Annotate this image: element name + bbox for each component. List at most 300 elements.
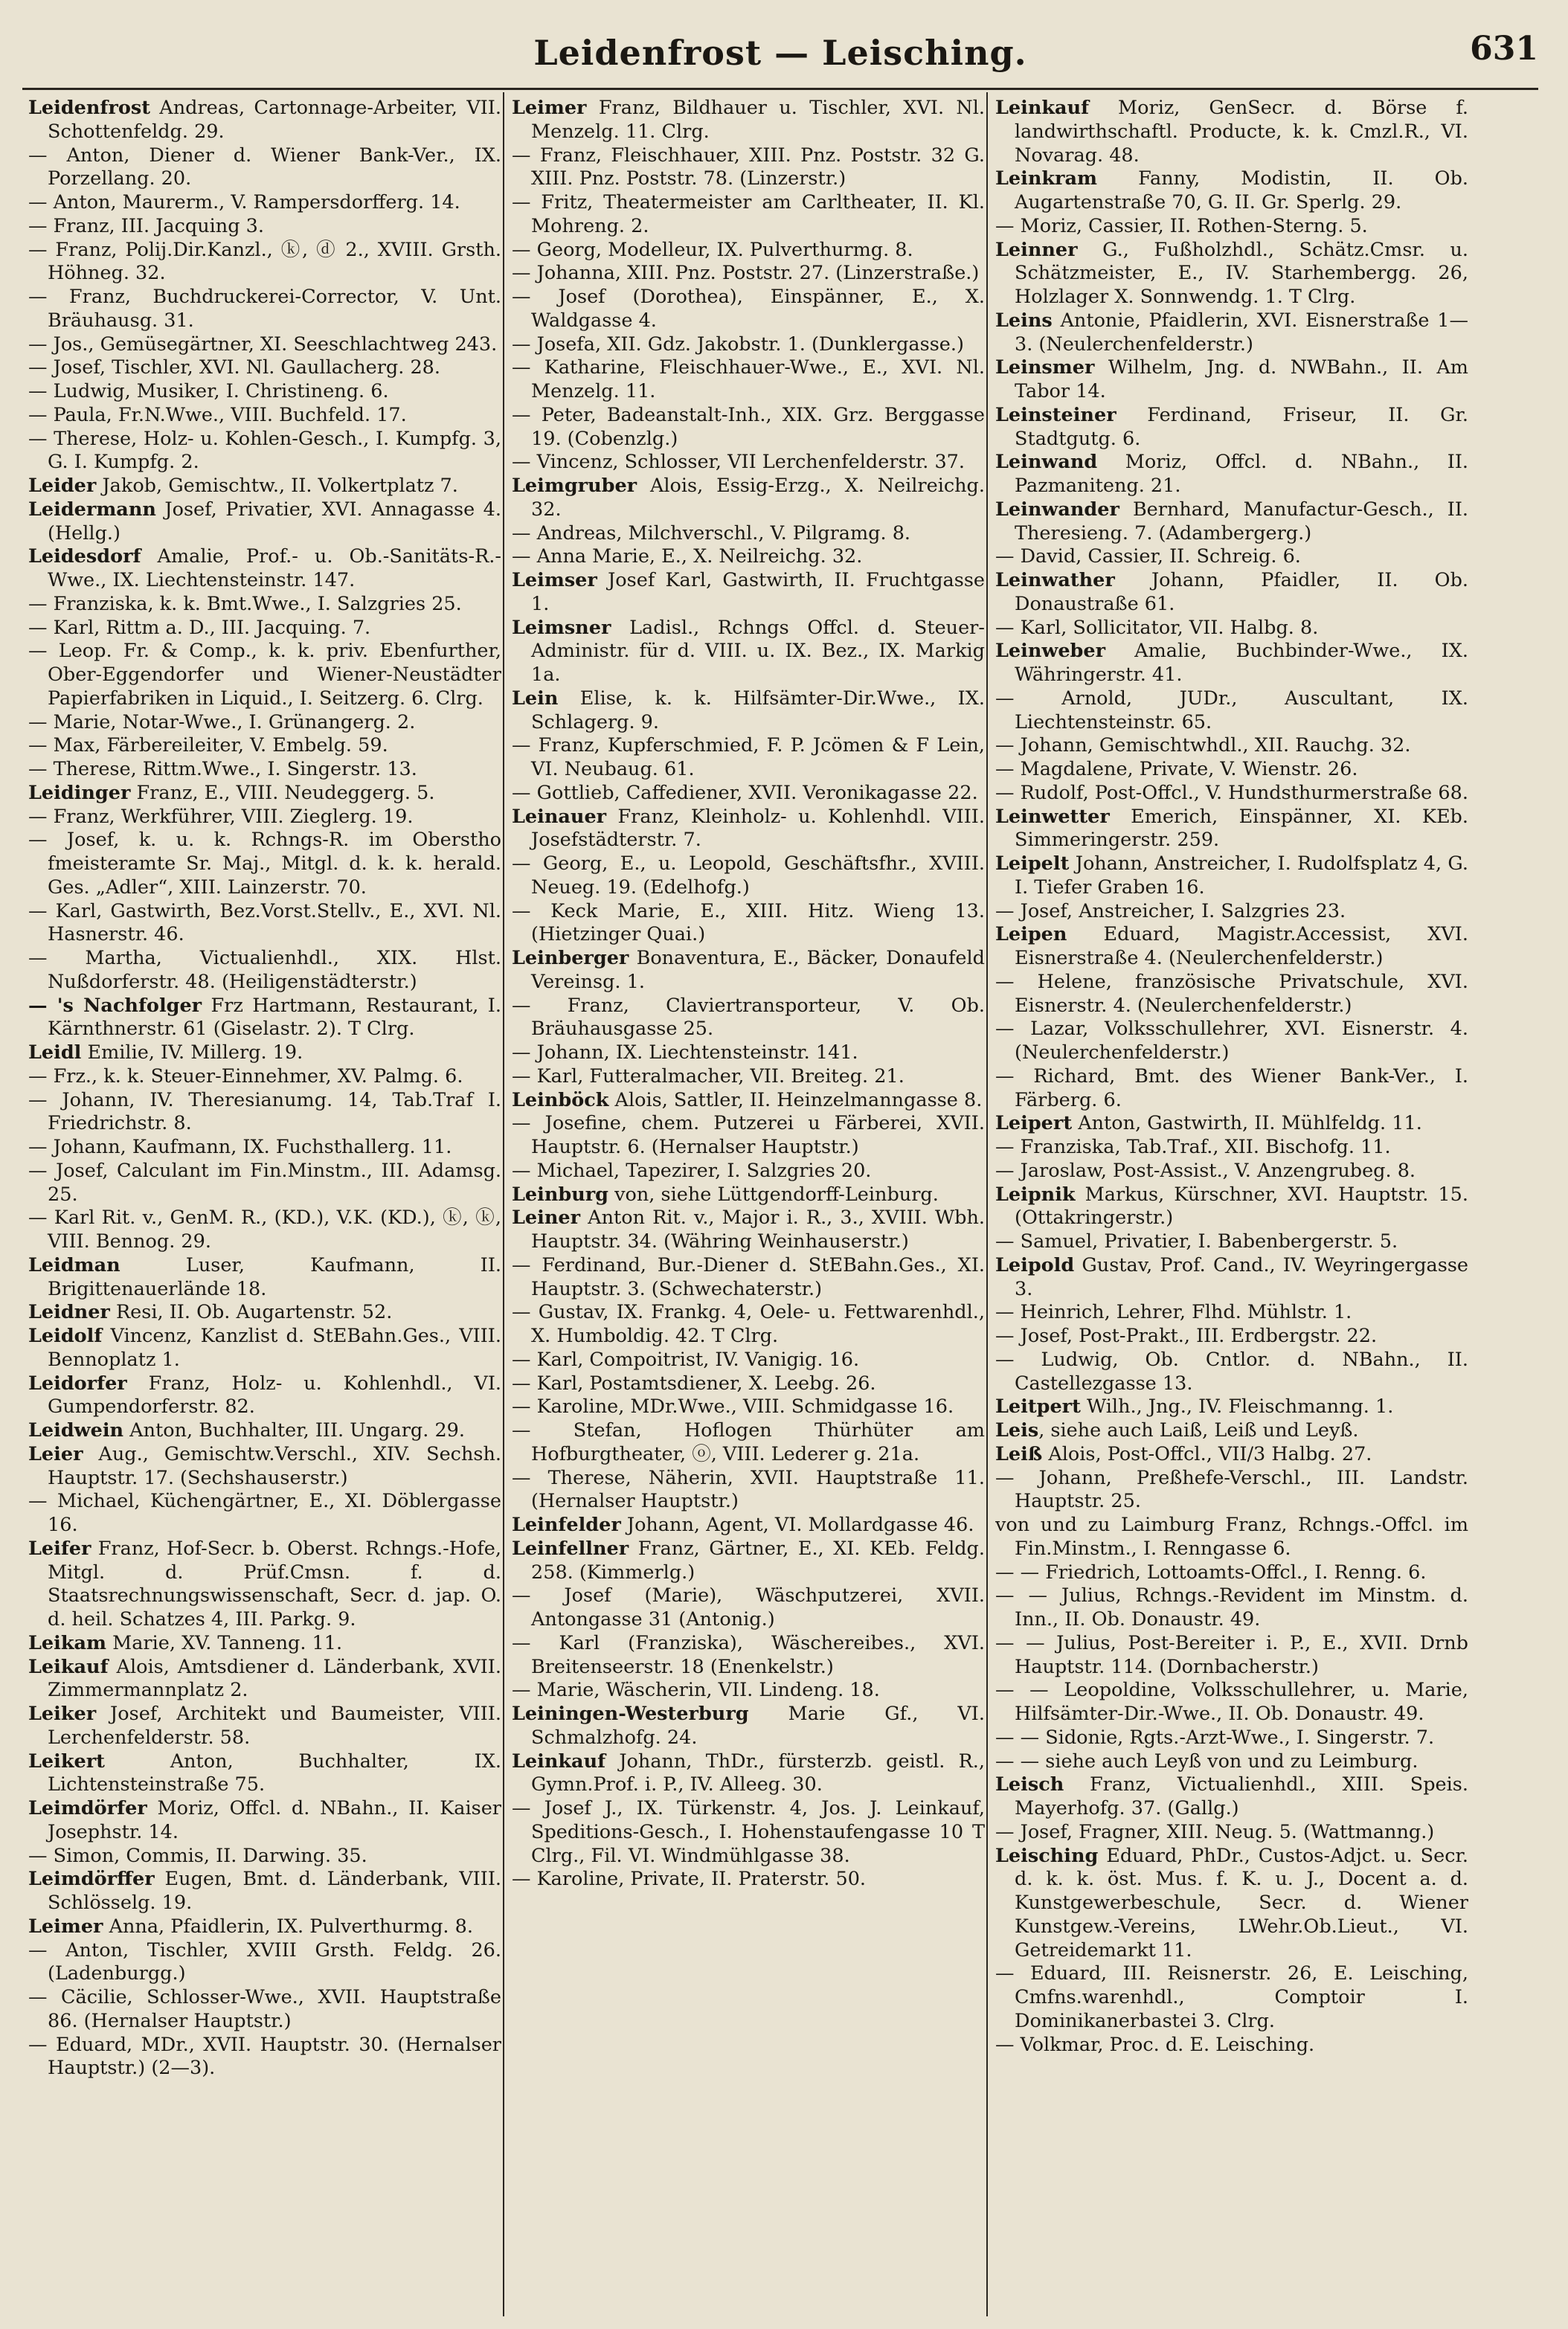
directory-entry — [512, 475, 985, 522]
entry-details: — Simon, Commis, II. Darwing. 35. — [28, 1844, 367, 1867]
entry-details: Ferdinand, Friseur, II. Gr. Stadtgutg. 6. — [1015, 403, 1468, 450]
entry-details: — Frz., k. k. Steuer-Einnehmer, XV. Palmg. 6. — [28, 1064, 463, 1088]
entry-details: — Paula, Fr.N.Wwe., VIII. Buchfeld. 17. — [28, 403, 407, 426]
entry-details: Eduard, Magistr.Accessist, XVI. Eisnerstraße 4. (Neulerchenfelderstr.) — [1015, 923, 1468, 969]
directory-entry — [512, 1750, 985, 1798]
entry-details: G., Fußholzhdl., Schätz.Cmsr. u. Schätzmeister, E., IV. Starhembergg. 26, Holzlager X. Sonnwendg. 1. T Clrg. — [1015, 238, 1468, 308]
entry-details: — Michael, Tapezirer, I. Salzgries 20. — [512, 1159, 872, 1182]
entry-details: Franz, E., VIII. Neudeggerg. 5. — [130, 781, 435, 804]
entry-details: — Johanna, XIII. Pnz. Poststr. 27. (Linzerstraße.) — [512, 262, 980, 285]
directory-entry — [512, 1538, 985, 1585]
entry-details: — Karl, Rittm a. D., III. Jacquing. 7. — [28, 616, 371, 639]
entry-details: — Franziska, k. k. Bmt.Wwe., I. Salzgries 25. — [28, 592, 462, 615]
directory-entry — [28, 829, 501, 899]
directory-entry — [995, 1726, 1468, 1750]
entry-details: Johann, Pfaidler, II. Ob. Donaustraße 61. — [1015, 569, 1468, 615]
directory-entry — [512, 522, 985, 546]
directory-entry — [512, 1419, 985, 1467]
entry-details: Marie, XV. Tanneng. 11. — [106, 1631, 343, 1654]
entry-details: — Josef J., IX. Türkenstr. 4, Jos. J. Leinkauf, Speditions-Gesch., I. Hohenstaufengasse 10 T Clrg., Fil. VI. Windmühlgasse 38. — [512, 1797, 985, 1867]
directory-entry — [28, 428, 501, 475]
entry-surname: Leipert — [995, 1112, 1073, 1135]
entry-details: — Anton, Maurerm., V. Rampersdorfferg. 14. — [28, 191, 460, 213]
entry-details: — — Sidonie, Rgts.-Arzt-Wwe., I. Singerstr. 7. — [995, 1726, 1435, 1749]
directory-entry — [512, 286, 985, 333]
entry-details: — Therese, Näherin, XVII. Hauptstraße 11. (Hernalser Hauptstr.) — [512, 1466, 985, 1513]
directory-entry — [28, 404, 501, 428]
directory-entry — [995, 1845, 1468, 1963]
entry-details: Luser, Kaufmann, II. Brigittenauerlände 18. — [48, 1253, 501, 1300]
entry-details: Elise, k. k. Hilfsämter-Dir.Wwe., IX. Schlagerg. 9. — [531, 687, 985, 733]
directory-entry — [512, 852, 985, 900]
entry-details: — — siehe auch Leyß von und zu Leimburg. — [995, 1750, 1418, 1773]
directory-entry — [995, 451, 1468, 498]
directory-entry — [512, 262, 985, 286]
entry-details: Moriz, GenSecr. d. Börse f. landwirthschaftl. Producte, k. k. Cmzl.R., VI. Novarag. 48. — [1015, 97, 1468, 167]
entry-details: Wilhelm, Jng. d. NWBahn., II. Am Tabor 14. — [1015, 356, 1468, 402]
entry-details: — Magdalene, Private, V. Wienstr. 26. — [995, 758, 1358, 780]
entry-surname: Leinkauf — [995, 97, 1090, 119]
directory-entry — [995, 356, 1468, 404]
entry-surname: Leipen — [995, 923, 1067, 946]
directory-entry — [995, 687, 1468, 735]
entry-surname: Leinwand — [995, 451, 1098, 474]
directory-entry — [28, 1207, 501, 1254]
entry-surname: Leidinger — [28, 781, 131, 804]
entry-surname: Leiner — [512, 1207, 581, 1230]
directory-entry — [28, 1538, 501, 1632]
header-rule — [22, 88, 1538, 90]
directory-entry — [28, 286, 501, 333]
entry-details: — Josef, k. u. k. Rchngs-R. im Oberstho fmeisteramte Sr. Maj., Mitgl. d. k. k. herald. Ges. „Adler“, XIII. Lainzerstr. 70. — [28, 829, 501, 899]
directory-entry — [512, 569, 985, 617]
directory-entry — [28, 782, 501, 806]
entry-details: Bonaventura, E., Bäcker, Donaufeld Vereinsg. 1. — [531, 947, 985, 993]
entry-surname: Leitpert — [995, 1395, 1081, 1419]
directory-entry — [512, 1301, 985, 1349]
entry-details: — Lazar, Volksschullehrer, XVI. Eisnerstr. 4. (Neulerchenfelderstr.) — [995, 1018, 1468, 1064]
directory-entry — [28, 1915, 501, 1939]
directory-entry — [28, 1986, 501, 2034]
entry-details: Franz, Kleinholz- u. Kohlenhdl. VIII. Josefstädterstr. 7. — [531, 805, 985, 852]
directory-entry — [995, 498, 1468, 546]
entry-details: Anton, Buchhalter, IX. Lichtensteinstraße 75. — [48, 1750, 501, 1796]
entry-details: Antonie, Pfaidlerin, XVI. Eisnerstraße 1—3. (Neulerchenfelderstr.) — [1015, 309, 1468, 356]
entry-details: — Marie, Notar-Wwe., I. Grünangerg. 2. — [28, 710, 416, 733]
directory-entry — [512, 451, 985, 475]
directory-entry — [995, 734, 1468, 758]
directory-entry — [995, 215, 1468, 239]
directory-entry — [995, 1136, 1468, 1160]
directory-entry — [28, 1443, 501, 1491]
entry-details: Jakob, Gemischtw., II. Volkertplatz 7. — [96, 475, 458, 497]
directory-entry — [512, 1467, 985, 1514]
entry-surname: Leidenfrost — [28, 97, 150, 119]
directory-entry — [28, 215, 501, 239]
entry-details: — Karl, Compoitrist, IV. Vanigig. 16. — [512, 1348, 860, 1371]
entry-details: — Josef (Dorothea), Einspänner, E., X. Waldgasse 4. — [512, 286, 985, 332]
column-divider — [503, 92, 504, 2316]
directory-entry — [28, 2034, 501, 2081]
entry-details: Markus, Kürschner, XVI. Hauptstr. 15. (Ottakringerstr.) — [1015, 1183, 1468, 1230]
entry-surname: Leipold — [995, 1253, 1075, 1276]
entry-surname: Lein — [512, 687, 559, 710]
entry-details: — Volkmar, Proc. d. E. Leisching. — [995, 2033, 1315, 2056]
directory-entry — [995, 1962, 1468, 2033]
directory-entry — [28, 617, 501, 640]
entry-details: Emerich, Einspänner, XI. KEb. Simmeringerstr. 259. — [1015, 805, 1468, 852]
directory-entry — [512, 404, 985, 452]
directory-entry — [512, 1065, 985, 1089]
directory-entry — [28, 475, 501, 498]
directory-entry — [512, 806, 985, 853]
entry-details: Vincenz, Kanzlist d. StEBahn.Ges., VIII. Bennoplatz 1. — [48, 1325, 501, 1371]
entry-details: — Johann, Kaufmann, IX. Fuchsthallerg. 11. — [28, 1136, 452, 1158]
directory-entry — [995, 545, 1468, 569]
entry-details: — Karl, Postamtsdiener, X. Leebg. 26. — [512, 1372, 876, 1395]
entry-surname: Leimdörffer — [28, 1868, 155, 1891]
entry-details: Bernhard, Manufactur-Gesch., II. Theresieng. 7. (Adambergerg.) — [1015, 498, 1468, 544]
entry-surname: Leidermann — [28, 498, 156, 521]
entry-details: Anton, Buchhalter, III. Ungarg. 29. — [123, 1419, 465, 1442]
entry-details: Amalie, Prof.- u. Ob.-Sanitäts-R.-Wwe., IX. Liechtensteinstr. 147. — [48, 545, 501, 591]
entry-details: — Samuel, Privatier, I. Babenbergerstr. 5. — [995, 1230, 1398, 1253]
entry-details: Moriz, Offcl. d. NBahn., II. Kaiser Josephstr. 14. — [48, 1797, 501, 1843]
directory-entry — [512, 144, 985, 192]
directory-entry — [28, 1254, 501, 1302]
entry-details: — — Leopoldine, Volksschullehrer, u. Marie, Hilfsämter-Dir.-Wwe., II. Ob. Donaustr. 49. — [995, 1679, 1468, 1725]
entry-details: — Franz, Werkführer, VIII. Zieglerg. 19. — [28, 805, 414, 828]
directory-entry — [28, 1939, 501, 1987]
entry-surname: Leinfelder — [512, 1514, 621, 1536]
entry-details: — Jaroslaw, Post-Assist., V. Anzengrubeg. 8. — [995, 1159, 1416, 1182]
directory-entry — [28, 1089, 501, 1137]
directory-entry — [995, 1183, 1468, 1231]
directory-entry — [512, 1797, 985, 1868]
entry-details: Alois, Sattler, II. Heinzelmanngasse 8. — [608, 1088, 983, 1111]
entry-details: Franz, Hof-Secr. b. Oberst. Rchngs.-Hofe, Mitgl. d. Prüf.Cmsn. f. d. Staatsrechnungswissenschaft, Secr. d. jap. O. d. heil. Schatzes 4, III. Parkg. 9. — [48, 1537, 501, 1631]
directory-entry — [28, 1703, 501, 1750]
entry-surname: Leimgruber — [512, 475, 637, 497]
directory-entry — [995, 1821, 1468, 1845]
directory-entry — [995, 923, 1468, 971]
entry-details: Resi, II. Ob. Augartenstr. 52. — [109, 1301, 393, 1324]
entry-surname: Leisching — [995, 1844, 1099, 1867]
column-1 — [28, 97, 501, 2321]
directory-entry — [995, 1750, 1468, 1774]
directory-entry — [995, 1160, 1468, 1183]
directory-entry — [995, 239, 1468, 309]
directory-entry — [995, 1514, 1468, 1561]
directory-entry — [28, 1845, 501, 1869]
directory-entry — [512, 1679, 985, 1703]
directory-entry — [512, 545, 985, 569]
directory-entry — [28, 1656, 501, 1703]
directory-entry — [28, 333, 501, 357]
entry-surname: Leidman — [28, 1253, 121, 1276]
entry-details: Anton Rit. v., Major i. R., 3., XVIII. Wbh. Hauptstr. 34. (Währing Weinhauserstr.) — [531, 1207, 985, 1253]
directory-entry — [512, 1868, 985, 1892]
directory-entry — [28, 1372, 501, 1420]
entry-details: — Anton, Diener d. Wiener Bank-Ver., IX. Porzellang. 20. — [28, 144, 501, 190]
entry-surname: Leider — [28, 475, 97, 497]
entry-details: — Josef, Calculant im Fin.Minstm., III. Adamsg. 25. — [28, 1159, 501, 1206]
entry-details: Frz Hartmann, Restaurant, I. Kärnthnerstr. 61 (Giselastr. 2). T Clrg. — [48, 994, 501, 1041]
directory-entry — [512, 1112, 985, 1160]
entry-details: — Franz, III. Jacquing 3. — [28, 214, 264, 237]
entry-details: Franz, Holz- u. Kohlenhdl., VI. Gumpendorferstr. 82. — [48, 1372, 501, 1419]
column-divider — [986, 92, 988, 2316]
entry-details: Josef, Architekt und Baumeister, VIII. Lerchenfelderstr. 58. — [48, 1703, 501, 1749]
entry-details: — Franz, Polij.Dir.Kanzl., ⓚ, ⓓ 2., XVIII. Grsth. Höhneg. 32. — [28, 238, 501, 285]
directory-entry — [28, 545, 501, 593]
entry-details: — Jos., Gemüsegärtner, XI. Seeschlachtweg 243. — [28, 333, 498, 356]
directory-entry — [512, 97, 985, 144]
directory-entry — [28, 380, 501, 404]
entry-surname: Leinwetter — [995, 805, 1110, 828]
directory-entry — [512, 239, 985, 263]
directory-entry — [28, 1797, 501, 1845]
entry-details: Johann, Agent, VI. Mollardgasse 46. — [620, 1514, 974, 1536]
entry-surname: Leier — [28, 1442, 83, 1465]
entry-details: — Karoline, MDr.Wwe., VIII. Schmidgasse 16. — [512, 1395, 954, 1419]
entry-details: Andreas, Cartonnage-Arbeiter, VII. Schottenfeldg. 29. — [48, 97, 501, 143]
directory-entry — [512, 1207, 985, 1254]
entry-surname: Leidner — [28, 1301, 110, 1324]
entry-surname: Leis — [995, 1419, 1039, 1442]
entry-details: — Vincenz, Schlosser, VII Lerchenfelderstr. 37. — [512, 451, 965, 474]
entry-details: — Karl, Sollicitator, VII. Halbg. 8. — [995, 616, 1319, 639]
directory-entry — [995, 1395, 1468, 1419]
entry-details: Alois, Post-Offcl., VII/3 Halbg. 27. — [1042, 1442, 1372, 1465]
directory-entry — [995, 1112, 1468, 1136]
directory-entry — [995, 1018, 1468, 1065]
directory-entry — [512, 995, 985, 1042]
entry-details: — Stefan, Hoflogen Thürhüter am Hofburgtheater, ⓞ, VIII. Lederer g. 21a. — [512, 1419, 985, 1465]
entry-details: — — Julius, Post-Bereiter i. P., E., XVII. Drnb Hauptstr. 114. (Dornbacherstr.) — [995, 1631, 1468, 1678]
entry-details: — Fritz, Theatermeister am Carltheater, II. Kl. Mohreng. 2. — [512, 191, 985, 237]
directory-entry — [28, 758, 501, 782]
entry-details: — Josef, Tischler, XVI. Nl. Gaullacherg. 28. — [28, 356, 441, 379]
directory-entry — [28, 1065, 501, 1089]
entry-surname: Leinwander — [995, 498, 1119, 521]
column-3 — [995, 97, 1468, 2321]
entry-surname: Leinburg — [512, 1183, 609, 1206]
directory-entry — [995, 758, 1468, 782]
directory-entry — [995, 852, 1468, 900]
entry-details: Anna, Pfaidlerin, IX. Pulverthurmg. 8. — [103, 1915, 473, 1938]
directory-entry — [28, 947, 501, 995]
directory-entry — [512, 900, 985, 948]
entry-details: Alois, Essig-Erzg., X. Neilreichg. 32. — [531, 475, 985, 521]
directory-entry — [995, 97, 1468, 167]
entry-details: Fanny, Modistin, II. Ob. Augartenstraße 70, G. II. Gr. Sperlg. 29. — [1015, 167, 1468, 213]
directory-entry — [995, 167, 1468, 215]
entry-details: , siehe auch Laiß, Leiß und Leyß. — [1038, 1419, 1359, 1442]
page-number: 631 — [1470, 30, 1538, 68]
entry-details: — Katharine, Fleischhauer-Wwe., E., XVI. Nl. Menzelg. 11. — [512, 356, 985, 402]
entry-surname: Leiker — [28, 1703, 97, 1725]
entry-details: Anton, Gastwirth, II. Mühlfeldg. 11. — [1072, 1112, 1422, 1135]
entry-details: — Karoline, Private, II. Praterstr. 50. — [512, 1868, 867, 1891]
entry-details: — Andreas, Milchverschl., V. Pilgramg. 8. — [512, 521, 911, 544]
entry-surname: Leikauf — [28, 1655, 109, 1678]
entry-details: — Rudolf, Post-Offcl., V. Hundsthurmerstraße 68. — [995, 781, 1468, 804]
directory-entry — [995, 1254, 1468, 1302]
entry-details: Amalie, Buchbinder-Wwe., IX. Währingerstr. 41. — [1015, 640, 1468, 686]
directory-entry — [512, 1584, 985, 1632]
entry-details: — Franziska, Tab.Traf., XII. Bischofg. 11. — [995, 1136, 1391, 1158]
entry-details: — Marie, Wäscherin, VII. Lindeng. 18. — [512, 1679, 880, 1702]
entry-details: — Karl, Gastwirth, Bez.Vorst.Stellv., E., XVI. Nl. Hasnerstr. 46. — [28, 899, 501, 946]
directory-entry — [995, 640, 1468, 687]
directory-entry — [512, 1372, 985, 1396]
directory-entry — [995, 569, 1468, 617]
directory-entry — [28, 1041, 501, 1065]
entry-surname: Leinböck — [512, 1088, 609, 1111]
directory-entry — [995, 1065, 1468, 1113]
directory-entry — [512, 1041, 985, 1065]
directory-entry — [512, 1160, 985, 1183]
entry-details: — Eduard, MDr., XVII. Hauptstr. 30. (Hernalser Hauptstr.) (2—3). — [28, 2033, 501, 2080]
entry-surname: Leinner — [995, 238, 1078, 261]
entry-details: — Ludwig, Ob. Cntlor. d. NBahn., II. Castellezgasse 13. — [995, 1348, 1468, 1395]
entry-details: — David, Cassier, II. Schreig. 6. — [995, 545, 1301, 568]
page-title: Leidenfrost — Leisching. — [533, 33, 1027, 73]
entry-details: — Johann, Gemischtwhdl., XII. Rauchg. 32. — [995, 734, 1411, 757]
directory-entry — [28, 640, 501, 710]
directory-entry — [512, 1089, 985, 1113]
entry-surname: Leidwein — [28, 1419, 124, 1442]
directory-entry — [28, 900, 501, 948]
entry-details: — Georg, Modelleur, IX. Pulverthurmg. 8. — [512, 238, 913, 261]
directory-entry — [512, 782, 985, 806]
directory-entry — [512, 1183, 985, 1207]
entry-details: Johann, ThDr., fürsterzb. geistl. R., Gymn.Prof. i. P., IV. Alleeg. 30. — [531, 1750, 985, 1796]
entry-details: — Arnold, JUDr., Auscultant, IX. Liechtensteinstr. 65. — [995, 687, 1468, 733]
entry-surname: Leinkauf — [512, 1750, 606, 1773]
entry-details: Johann, Anstreicher, I. Rudolfsplatz 4, G. I. Tiefer Graben 16. — [1015, 852, 1468, 899]
entry-surname: Leikam — [28, 1631, 107, 1654]
directory-entry — [995, 1467, 1468, 1514]
entry-details: — Ludwig, Musiker, I. Christineng. 6. — [28, 380, 389, 402]
entry-surname: Leisch — [995, 1773, 1064, 1796]
entry-surname: — 's Nachfolger — [28, 994, 202, 1017]
entry-surname: Leikert — [28, 1750, 105, 1773]
directory-entry — [995, 617, 1468, 640]
entry-details: — Josefa, XII. Gdz. Jakobstr. 1. (Dunklergasse.) — [512, 333, 964, 356]
directory-entry — [512, 333, 985, 357]
directory-entry — [995, 1679, 1468, 1726]
directory-entry — [28, 1301, 501, 1325]
directory-entry — [995, 806, 1468, 853]
entry-surname: Leinsmer — [995, 356, 1095, 379]
directory-entry — [28, 711, 501, 735]
column-2 — [512, 97, 985, 2321]
directory-entry — [995, 971, 1468, 1018]
entry-surname: Leiningen-Westerburg — [512, 1703, 749, 1725]
entry-details: — Johann, IV. Theresianumg. 14, Tab.Traf I. Friedrichstr. 8. — [28, 1088, 501, 1135]
directory-entry — [28, 806, 501, 829]
directory-entry — [28, 1868, 501, 1915]
directory-entry — [512, 687, 985, 735]
directory-entry — [512, 947, 985, 995]
entry-details: Franz, Gärtner, E., XI. KEb. Feldg. 258. (Kimmerlg.) — [531, 1537, 985, 1584]
entry-details: — Heinrich, Lehrer, Flhd. Mühlstr. 1. — [995, 1301, 1352, 1324]
directory-entry — [995, 1773, 1468, 1821]
entry-details: von, siehe Lüttgendorff-Leinburg. — [608, 1183, 939, 1206]
entry-surname: Leinfellner — [512, 1537, 629, 1560]
directory-entry — [512, 1632, 985, 1680]
directory-entry — [512, 1703, 985, 1750]
directory-entry — [995, 1230, 1468, 1254]
entry-details: Alois, Amtsdiener d. Länderbank, XVII. Zimmermannplatz 2. — [48, 1655, 501, 1702]
entry-details: Franz, Victualienhdl., XIII. Speis. Mayerhofg. 37. (Gallg.) — [1015, 1773, 1468, 1819]
entry-details: — Helene, französische Privatschule, XVI. Eisnerstr. 4. (Neulerchenfelderstr.) — [995, 970, 1468, 1017]
entry-details: Gustav, Prof. Cand., IV. Weyringergasse 3. — [1015, 1253, 1468, 1300]
entry-details: — Georg, E., u. Leopold, Geschäftsfhr., XVIII. Neueg. 19. (Edelhofg.) — [512, 852, 985, 899]
entry-surname: Leinauer — [512, 805, 607, 828]
entry-details: — Max, Färbereileiter, V. Embelg. 59. — [28, 734, 388, 757]
directory-entry — [28, 1136, 501, 1160]
entry-surname: Leiß — [995, 1442, 1043, 1465]
directory-entry — [995, 1419, 1468, 1443]
entry-surname: Leimer — [512, 97, 587, 119]
entry-details: — Martha, Victualienhdl., XIX. Hlst. Nußdorferstr. 48. (Heiligenstädterstr.) — [28, 947, 501, 993]
entry-details: — Michael, Küchengärtner, E., XI. Döblergasse 16. — [28, 1490, 501, 1536]
entry-surname: Leifer — [28, 1537, 91, 1560]
entry-details: — Josefine, chem. Putzerei u Färberei, XVII. Hauptstr. 6. (Hernalser Hauptstr.) — [512, 1112, 985, 1158]
entry-surname: Leimsner — [512, 616, 611, 639]
directory-entry — [512, 734, 985, 782]
entry-details: — Eduard, III. Reisnerstr. 26, E. Leisching, Cmfns.warenhdl., Comptoir I. Dominikanerbastei 3. Clrg. — [995, 1962, 1468, 2032]
directory-entry — [28, 1160, 501, 1207]
entry-surname: Leidl — [28, 1041, 82, 1064]
entry-surname: Leidesdorf — [28, 545, 141, 568]
entry-surname: Leipnik — [995, 1183, 1076, 1206]
directory-entry — [995, 1301, 1468, 1325]
directory-entry — [28, 191, 501, 215]
directory-entry — [512, 1254, 985, 1302]
directory-entry — [28, 97, 501, 144]
directory-entry — [995, 1584, 1468, 1632]
entry-surname: Leimser — [512, 569, 597, 591]
entry-surname: Leinkram — [995, 167, 1097, 190]
entry-surname: Leidorfer — [28, 1372, 127, 1395]
entry-surname: Leinsteiner — [995, 403, 1116, 426]
entry-details: — Therese, Holz- u. Kohlen-Gesch., I. Kumpfg. 3, G. I. Kumpfg. 2. — [28, 427, 501, 474]
entry-surname: Leidolf — [28, 1325, 103, 1347]
entry-surname: Leinwather — [995, 569, 1115, 591]
directory-entry — [512, 356, 985, 404]
directory-entry — [28, 239, 501, 286]
entry-details: — Franz, Claviertransporteur, V. Ob. Bräuhausgasse 25. — [512, 994, 985, 1041]
directory-entry — [995, 1561, 1468, 1585]
entry-surname: Leinberger — [512, 947, 629, 969]
entry-surname: Leimer — [28, 1915, 103, 1938]
directory-entry — [28, 1632, 501, 1656]
entry-details: — Franz, Buchdruckerei-Corrector, V. Unt. Bräuhausg. 31. — [28, 286, 501, 332]
entry-details: — Richard, Bmt. des Wiener Bank-Ver., I. Färberg. 6. — [995, 1064, 1468, 1111]
entry-details: — Johann, Preßhefe-Verschl., III. Landstr. Hauptstr. 25. — [995, 1466, 1468, 1513]
entry-details: — Moriz, Cassier, II. Rothen-Sterng. 5. — [995, 214, 1368, 237]
directory-entry — [28, 1325, 501, 1372]
entry-surname: Leinweber — [995, 640, 1106, 663]
directory-entry — [995, 404, 1468, 452]
directory-entry — [28, 144, 501, 192]
entry-details: — Josef, Post-Prakt., III. Erdbergstr. 22. — [995, 1325, 1378, 1347]
entry-details: — Ferdinand, Bur.-Diener d. StEBahn.Ges., XI. Hauptstr. 3. (Schwechaterstr.) — [512, 1253, 985, 1300]
